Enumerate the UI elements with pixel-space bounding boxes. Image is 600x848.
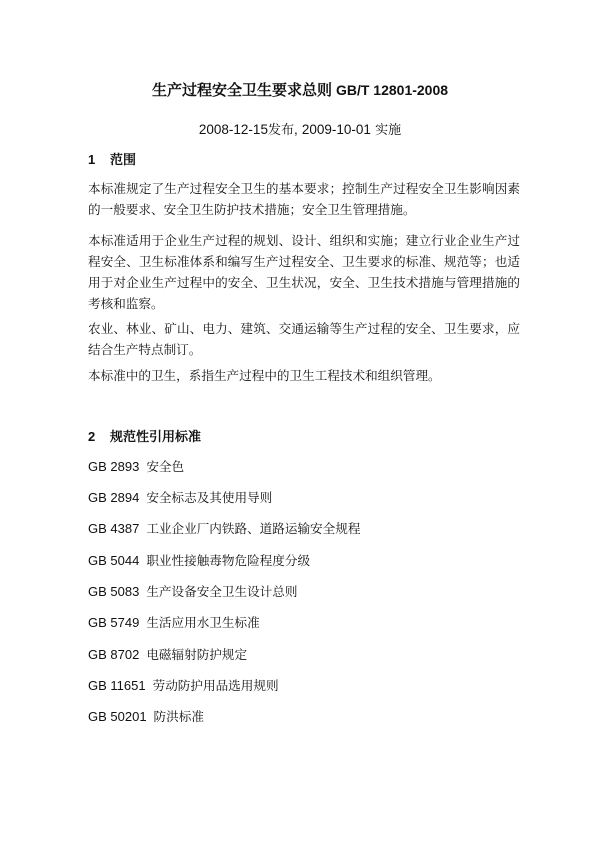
issued-label: 发布 — [267, 123, 294, 138]
effective-label: 实施 — [375, 123, 402, 138]
date-separator: , — [293, 122, 298, 137]
reference-code: GB 11651 — [88, 678, 146, 693]
reference-item — [88, 646, 247, 664]
reference-name: 职业性接触毒物危险程度分级 — [146, 553, 311, 568]
section-title: 规范性引用标准 — [110, 430, 202, 445]
reference-item — [88, 614, 260, 632]
reference-name: 劳动防护用品选用规则 — [152, 678, 279, 693]
reference-name: 电磁辐射防护规定 — [146, 647, 248, 662]
reference-item — [88, 458, 184, 476]
reference-name: 工业企业厂内铁路、道路运输安全规程 — [146, 521, 361, 536]
section-title: 范围 — [110, 153, 137, 168]
reference-name: 安全标志及其使用导则 — [146, 490, 273, 505]
section-2-heading — [88, 428, 201, 447]
scope-paragraph-3: 农业、林业、矿山、电力、建筑、交通运输等生产过程的安全、卫生要求，应结合生产特点制订。 — [88, 321, 520, 357]
issued-date: 2008-12-15 — [198, 122, 268, 137]
reference-code: GB 2893 — [88, 459, 140, 474]
document-title — [0, 80, 600, 100]
reference-item — [88, 552, 310, 570]
reference-item — [88, 708, 204, 726]
effective-date: 2009-10-01 — [301, 122, 371, 137]
scope-paragraph-1: 本标准规定了生产过程安全卫生的基本要求；控制生产过程安全卫生影响因素的一般要求、安全卫生防护技术措施；安全卫生管理措施。 — [88, 181, 520, 217]
reference-code: GB 4387 — [88, 521, 140, 536]
reference-item — [88, 489, 272, 507]
section-number: 2 — [88, 429, 96, 444]
reference-name: 生活应用水卫生标准 — [146, 615, 260, 630]
issue-dates — [0, 121, 600, 140]
reference-name: 生产设备安全卫生设计总则 — [146, 584, 298, 599]
section-1-heading — [88, 151, 136, 170]
reference-name: 安全色 — [146, 459, 185, 474]
reference-item — [88, 520, 360, 538]
standard-code: GB/T 12801-2008 — [335, 82, 449, 98]
reference-code: GB 8702 — [88, 647, 140, 662]
reference-item — [88, 583, 297, 601]
reference-code: GB 5749 — [88, 615, 140, 630]
scope-paragraph-4: 本标准中的卫生，系指生产过程中的卫生工程技术和组织管理。 — [88, 368, 441, 383]
reference-code: GB 5044 — [88, 553, 140, 568]
document-title-text: 生产过程安全卫生要求总则 — [151, 81, 332, 99]
reference-item — [88, 677, 279, 695]
reference-code: GB 5083 — [88, 584, 140, 599]
section-number: 1 — [88, 152, 96, 167]
reference-name: 防洪标准 — [153, 709, 204, 724]
reference-code: GB 2894 — [88, 490, 140, 505]
scope-paragraph-2: 本标准适用于企业生产过程的规划、设计、组织和实施；建立行业企业生产过程安全、卫生标准体系和编写生产过程安全、卫生要求的标准、规范等；也适用于对企业生产过程中的安全、卫生状况，安全、卫生技术措施与管理措施的考核和监察。 — [88, 233, 520, 311]
reference-code: GB 50201 — [88, 709, 147, 724]
